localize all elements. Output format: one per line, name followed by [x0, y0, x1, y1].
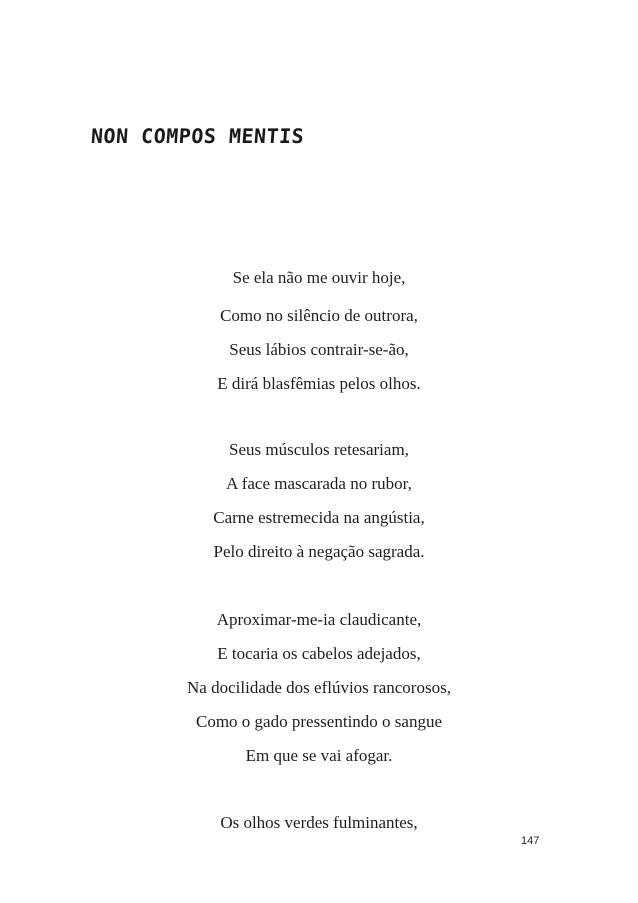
poem-line: Os olhos verdes fulminantes, — [220, 813, 418, 832]
poem-line: Carne estremecida na angústia, — [213, 508, 425, 527]
poem-line: Aproximar-me-ia claudicante, — [216, 610, 422, 629]
poem-line: Como o gado pressentindo o sangue — [196, 712, 442, 731]
poem-line: Seus músculos retesariam, — [229, 440, 409, 459]
poem-line: A face mascarada no rubor, — [226, 474, 412, 493]
page-number: 147 — [521, 835, 540, 847]
poem-line: Como no silêncio de outrora, — [220, 306, 418, 325]
poem-line: Seus lábios contrair-se-ão, — [229, 340, 409, 359]
poem-line: Se ela não me ouvir hoje, — [232, 268, 406, 287]
poem-line: E dirá blasfêmias pelos olhos. — [217, 374, 421, 393]
poem-line: Na docilidade dos eflúvios rancorosos, — [187, 678, 451, 697]
poem-line: E tocaria os cabelos adejados, — [217, 644, 421, 663]
poem-line: Pelo direito à negação sagrada. — [213, 542, 425, 561]
poem-line: Em que se vai afogar. — [245, 746, 393, 765]
poem-title: NON COMPOS MENTIS — [90, 124, 306, 148]
